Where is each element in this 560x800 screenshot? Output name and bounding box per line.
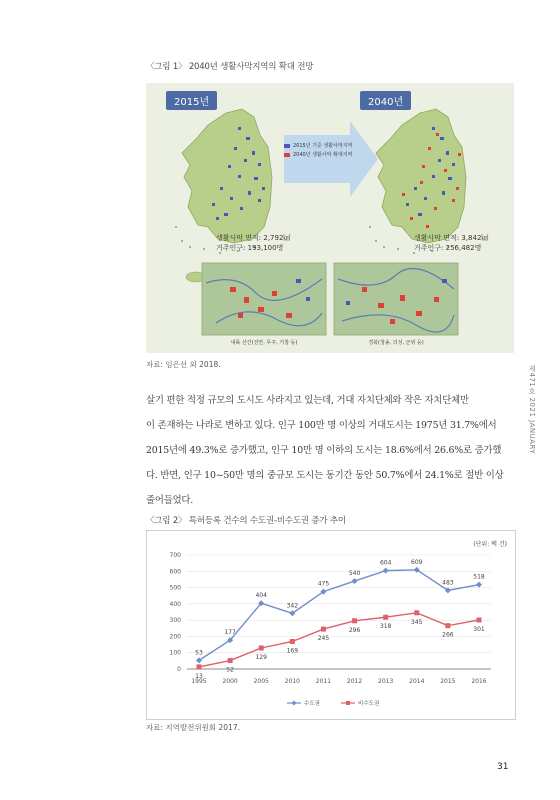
body-paragraph — [146, 388, 515, 513]
map-2015 — [175, 109, 272, 282]
data-label: 518 — [473, 573, 485, 581]
data-point — [290, 639, 295, 644]
data-label: 245 — [317, 635, 330, 643]
data-label: 301 — [473, 625, 485, 633]
x-tick-label: 2010 — [284, 678, 300, 685]
y-tick-label: 300 — [169, 617, 181, 625]
y-tick-label: 200 — [169, 633, 181, 641]
data-label: 404 — [255, 592, 267, 600]
x-tick-label: 2011 — [315, 678, 332, 685]
figure1-legend — [284, 141, 352, 159]
paragraph-line: 살기 편한 적정 규모의 도시도 사라지고 있는데, 거대 자치단체와 작은 자치단체만 — [146, 395, 469, 406]
x-tick-label: 2000 — [222, 678, 238, 685]
data-point — [321, 627, 326, 632]
paragraph-line: 다. 반면, 인구 10~50만 명의 중규모 도시는 동기간 동안 50.7%에서 24.1%로 절반 이상 — [146, 470, 504, 481]
paragraph-line: 줄어들었다. — [146, 495, 194, 506]
figure1-maps — [146, 83, 514, 353]
legend-item-2040 — [284, 150, 352, 159]
legend-swatch-red — [284, 153, 290, 157]
data-label: 604 — [379, 559, 392, 567]
data-point — [197, 664, 202, 669]
x-tick-label: 2005 — [253, 678, 269, 685]
series-line-0 — [199, 570, 479, 661]
data-label: 475 — [317, 580, 330, 588]
data-point — [383, 615, 388, 620]
data-point — [352, 578, 358, 584]
legend-label: 수도권 — [304, 701, 320, 707]
stat-right — [414, 233, 488, 253]
x-tick-label: 2013 — [378, 678, 394, 685]
year-badge-2015: 2015년 — [166, 91, 217, 110]
data-label: 483 — [442, 579, 454, 587]
inset-right-caption: 경북(청송, 의성, 군위 등) — [368, 340, 424, 346]
data-label: 609 — [411, 558, 423, 566]
data-label: 53 — [195, 649, 203, 657]
figure1-caption: 〈그림 1〉 2040년 생활사막지역의 확대 전망 — [146, 62, 314, 72]
data-point — [445, 623, 450, 628]
legend-label: 비수도권 — [358, 701, 380, 707]
data-label: 296 — [348, 626, 361, 634]
y-tick-label: 600 — [169, 568, 181, 576]
y-tick-label: 0 — [177, 666, 181, 673]
y-tick-label: 700 — [169, 552, 181, 559]
year-badge-2040: 2040년 — [360, 91, 411, 110]
figure1-panel — [146, 83, 514, 353]
data-point — [383, 568, 389, 574]
legend-label: 2015년 기준 생활사막지역 — [293, 143, 353, 149]
series-line-1 — [199, 613, 479, 667]
stat-left — [216, 233, 290, 253]
y-tick-label: 500 — [169, 584, 181, 592]
map-2040 — [369, 109, 466, 282]
data-label: 52 — [226, 666, 234, 674]
legend-marker — [346, 701, 350, 705]
data-point — [228, 658, 233, 663]
data-label: 318 — [379, 623, 392, 631]
stat-left-pop: 거주인구: 193,100명 — [216, 244, 284, 252]
data-label: 342 — [286, 602, 299, 610]
data-label: 540 — [348, 570, 361, 578]
data-label: 177 — [224, 629, 236, 637]
paragraph-line: 2015년에 49.3%로 증가했고, 인구 10만 명 이하의 도시는 18.6%에서 26.6%로 증가했 — [146, 445, 502, 456]
data-label: 13 — [195, 672, 203, 680]
arrow-icon — [284, 121, 378, 197]
figure2-source: 자료: 지역발전위원회 2017. — [146, 723, 240, 732]
x-tick-label: 1995 — [191, 678, 207, 685]
x-tick-label: 2015 — [440, 678, 456, 685]
data-point — [414, 610, 419, 615]
data-label: 169 — [286, 647, 299, 655]
inset-right-map — [334, 263, 458, 335]
data-label: 129 — [255, 653, 267, 661]
figure2-chart-box — [146, 530, 516, 720]
figure2-caption: 〈그림 2〉 특허등록 건수의 수도권-비수도권 증가 추이 — [146, 516, 346, 526]
data-label: 345 — [411, 618, 423, 626]
stat-left-area: 생활사막 면적: 2,792㎢ — [216, 234, 291, 242]
legend-item-2015 — [284, 141, 352, 150]
data-point — [352, 618, 357, 623]
data-point — [259, 645, 264, 650]
x-tick-label: 2014 — [409, 678, 425, 685]
data-point — [477, 617, 482, 622]
x-tick-label: 2016 — [471, 678, 487, 685]
side-issue-label: 제471호 2021 JANUARY — [528, 365, 536, 455]
line-chart — [147, 531, 515, 719]
y-tick-label: 100 — [169, 649, 181, 657]
legend-marker — [292, 701, 297, 706]
inset-left-caption: 내륙 산간(진안, 무주, 거창 등) — [230, 340, 298, 346]
figure1-source: 자료: 임은선 외 2018. — [146, 360, 221, 369]
legend-label: 2040년 생활사막 확대지역 — [293, 152, 353, 158]
chart-unit-label: (단위: 백 건) — [473, 541, 507, 548]
stat-right-pop: 거주인구: 256,482명 — [414, 244, 482, 252]
page-number: 31 — [497, 762, 509, 772]
x-tick-label: 2012 — [346, 678, 363, 685]
paragraph-line: 이 존재하는 나라로 변하고 있다. 인구 100만 명 이상의 거대도시는 1975년 31.7%에서 — [146, 420, 497, 431]
legend-swatch-blue — [284, 144, 290, 148]
stat-right-area: 생활사막 면적: 3,842㎢ — [414, 234, 489, 242]
data-point — [476, 582, 482, 588]
data-label: 266 — [442, 631, 454, 639]
y-tick-label: 400 — [169, 600, 181, 608]
